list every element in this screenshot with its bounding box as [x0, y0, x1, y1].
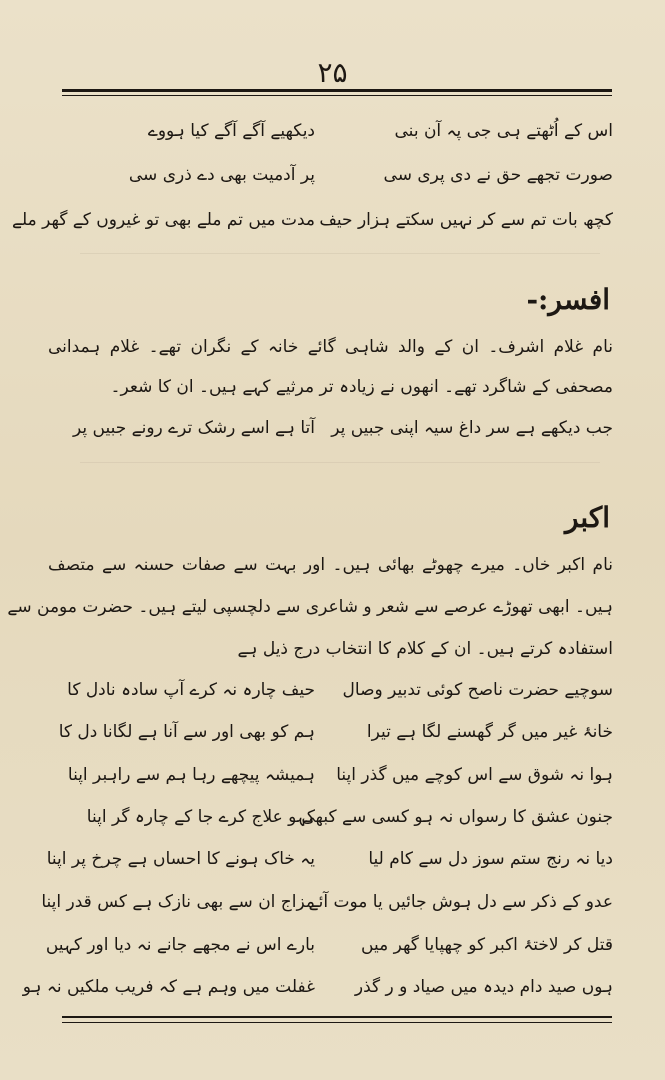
- bottom-rule-thin: [62, 1022, 612, 1023]
- couplet-line: سوچیے حضرت ناصح کوئی تدبیر وصال: [342, 680, 613, 700]
- couplet-line: کہو علاج کرے جا کے چارہ گر اپنا: [86, 807, 315, 827]
- couplet-line: جب دیکھے ہے سر داغ سیہ اپنی جبیں پر: [331, 418, 613, 438]
- bleed-through: [80, 462, 600, 463]
- section-heading-akbar: اکبر: [564, 501, 610, 534]
- couplet-line: ہوا نہ شوق سے اس کوچے میں گذر اپنا: [336, 765, 613, 785]
- prose-line: استفادہ کرتے ہیں۔ ان کے کلام کا انتخاب درج ذیل ہے: [237, 639, 613, 659]
- couplet-line: دیکھیے آگے آگے کیا ہووے: [147, 121, 315, 141]
- couplet-line: صورت تجھے حق نے دی پری سی: [383, 165, 613, 185]
- bottom-rule-thick: [62, 1016, 612, 1018]
- couplet-line: دیا نہ رنج ستم سوز دل سے کام لیا: [368, 849, 613, 869]
- couplet-line: قتل کر لاختۂ اکبر کو چھپایا گھر میں: [361, 935, 613, 955]
- couplet-line: اس کے اُٹھتے ہی جی پہ آن بنی: [394, 121, 613, 141]
- section-heading-afsar: افسر:-: [526, 283, 610, 316]
- prose-line: نام اکبر خاں۔ میرے چھوٹے بھائی ہیں۔ اور بہت سے صفات حسنہ سے متصف: [48, 555, 613, 575]
- prose-line: ہیں۔ ابھی تھوڑے عرصے سے شعر و شاعری سے دلچسپی لیتے ہیں۔ حضرت مومن سے: [7, 597, 613, 617]
- top-rule-thick: [62, 89, 612, 92]
- couplet-line: آتا ہے اسے رشک ترے رونے جبیں پر: [73, 418, 315, 438]
- couplet-line: کچھ بات تم سے کر نہیں سکتے ہزار حیف: [319, 210, 613, 230]
- couplet-line: جنون عشق کا رسواں نہ ہو کسی سے کبھی: [301, 807, 613, 827]
- couplet-line: مزاج ان سے بھی نازک ہے کس قدر اپنا: [41, 892, 315, 912]
- couplet-line: پر آدمیت بھی دے ذری سی: [128, 165, 315, 185]
- couplet-line: بارے اس نے مجھے جانے نہ دیا اور کہیں: [45, 935, 315, 955]
- couplet-line: یہ خاک ہونے کا احساں ہے چرخ پر اپنا: [46, 849, 315, 869]
- couplet-line: مدت میں تم ملے بھی تو غیروں کے گھر ملے: [12, 210, 315, 230]
- couplet-line: ہم کو بھی اور سے آنا ہے لگانا دل کا: [58, 722, 315, 742]
- top-rule-thin: [62, 95, 612, 96]
- couplet-line: ہوں صید دام دیدہ میں صیاد و ر گذر: [354, 977, 613, 997]
- prose-line: نام غلام اشرف۔ ان کے والد شاہی گائے خانہ کے نگران تھے۔ غلام ہمدانی: [48, 337, 613, 357]
- couplet-line: ہمیشہ پیچھے رہا ہم سے راہبر اپنا: [67, 765, 315, 785]
- couplet-line: عدو کے ذکر سے دل ہوش جائیں یا موت آئے: [308, 892, 613, 912]
- prose-line: مصحفی کے شاگرد تھے۔ انھوں نے زیادہ تر مرثیے کہے ہیں۔ ان کا شعر۔: [110, 377, 613, 397]
- couplet-line: حیف چارہ نہ کرے آپ سادہ نادل کا: [67, 680, 315, 700]
- couplet-line: غفلت میں وہم ہے کہ فریب ملکیں نہ ہو: [22, 977, 315, 997]
- bleed-through: [80, 253, 600, 254]
- couplet-line: خانۂ غیر میں گر گھسنے لگا ہے تیرا: [366, 722, 613, 742]
- page-number: ۲۵: [317, 56, 348, 89]
